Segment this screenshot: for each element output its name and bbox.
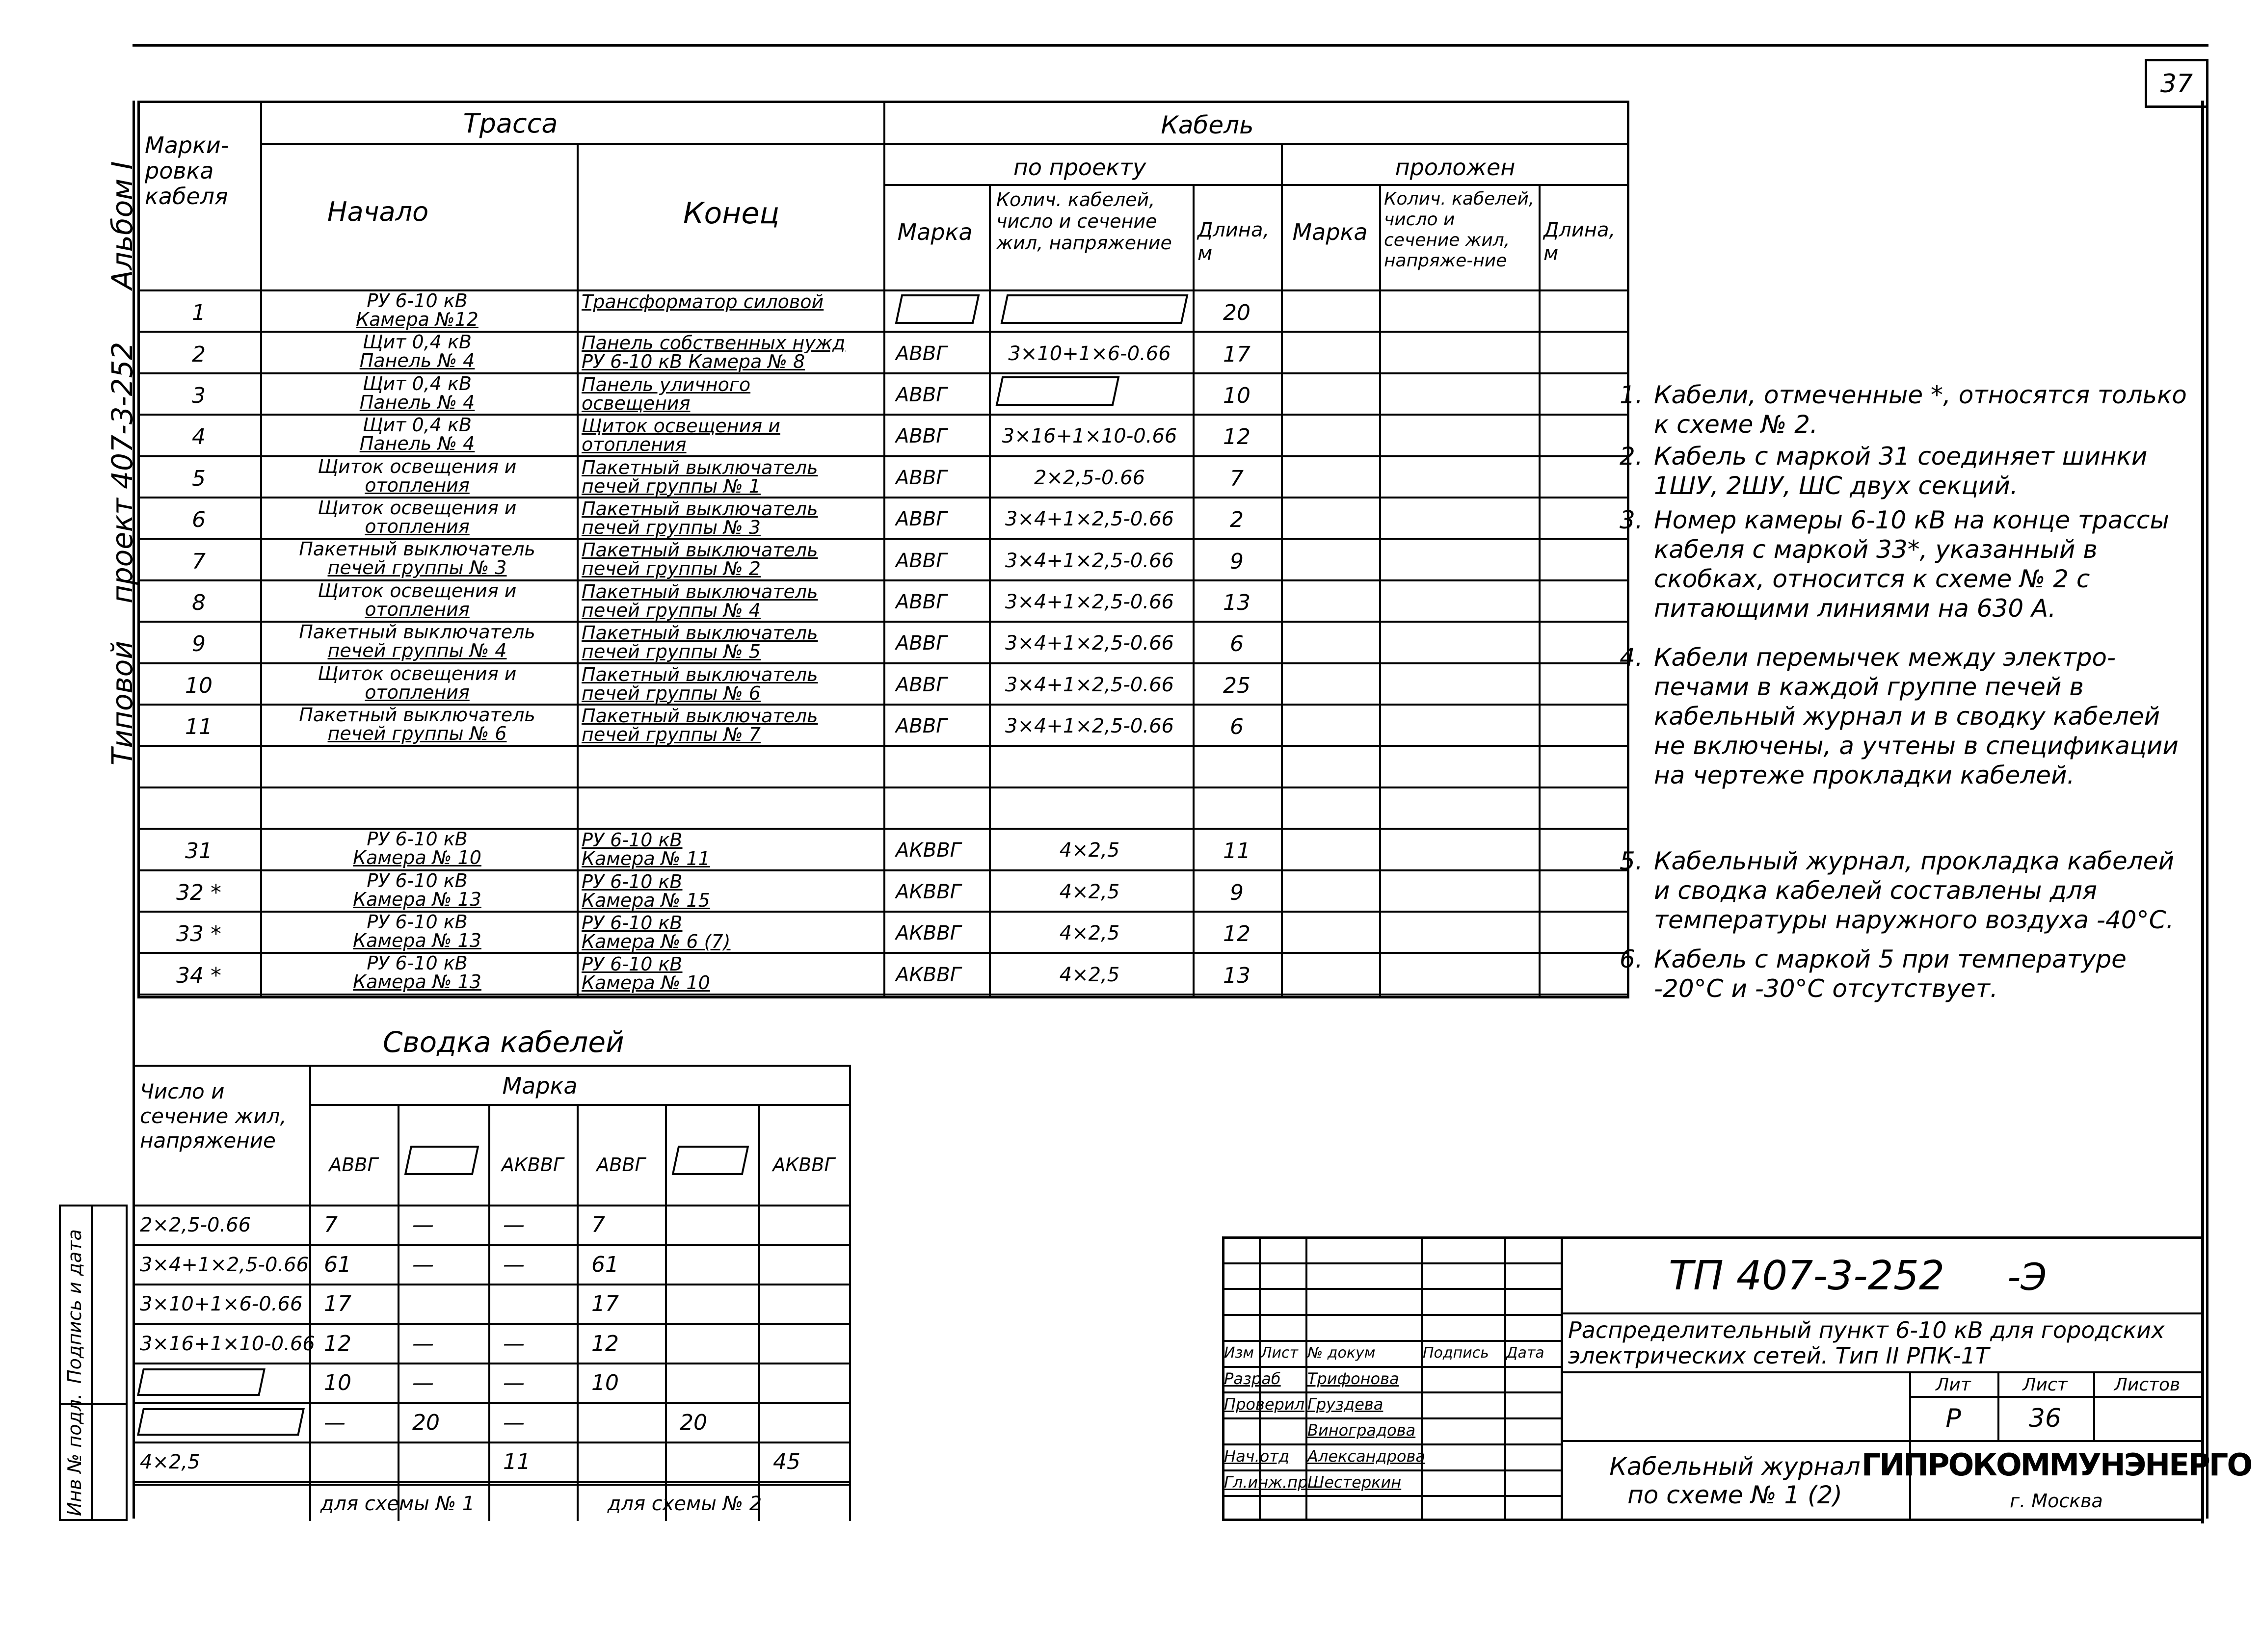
summary-blank-mark-box: [404, 1146, 479, 1175]
col-sep-8: [1539, 184, 1541, 998]
journal-row-length: 13: [1223, 963, 1250, 988]
journal-row-start-2: Панель № 4: [359, 350, 475, 372]
tb-suffix: -Э: [2007, 1255, 2047, 1299]
journal-row-end-1: Панель собственных нужд: [582, 332, 846, 354]
journal-row-line: [137, 828, 1629, 830]
journal-row-start-1: Щиток освещения и: [318, 455, 517, 477]
tb-row-line: [1222, 1262, 1561, 1264]
tb-code-sep: [1561, 1312, 2204, 1314]
journal-row-spec: 4×2,5: [1059, 922, 1120, 945]
summary-cell: —: [503, 1370, 525, 1395]
tb-col-line: [1421, 1236, 1423, 1521]
journal-row-mark: АВВГ: [896, 425, 947, 448]
tb-col-header: Лист: [1261, 1344, 1299, 1362]
journal-row-length: 25: [1223, 673, 1250, 698]
journal-row-number: 2: [192, 341, 206, 367]
journal-row-start-2: Камера №12: [356, 309, 479, 330]
journal-row-line: [137, 331, 1629, 333]
summary-col-line: [758, 1104, 760, 1521]
journal-row-end-2: печей группы № 7: [582, 724, 761, 745]
journal-row-end-2: печей группы № 4: [582, 599, 761, 621]
tb-name: Груздева: [1307, 1395, 1383, 1414]
journal-row-start-2: Камера № 13: [353, 971, 481, 993]
journal-row-number: 1: [192, 300, 206, 326]
summary-mark-header: АВВГ: [329, 1154, 378, 1176]
note-number: 1.: [1620, 381, 1643, 409]
summary-col-line: [488, 1104, 490, 1521]
journal-row-spec: 3×10+1×6-0.66: [1008, 342, 1171, 365]
journal-row-spec: 3×16+1×10-0.66: [1002, 425, 1177, 448]
tb-city: г. Москва: [2010, 1490, 2103, 1512]
journal-row-mark: АКВВГ: [896, 839, 961, 862]
summary-cell: —: [412, 1252, 434, 1277]
stamp-col-sep: [91, 1205, 93, 1521]
tb-name: Шестеркин: [1307, 1472, 1402, 1492]
journal-row-line: [137, 952, 1629, 954]
summary-blank-mark-box: [672, 1146, 749, 1175]
journal-row-start-1: РУ 6-10 кВ: [367, 952, 468, 974]
sum-hdr-mid: [309, 1104, 849, 1106]
summary-row-line: [133, 1244, 849, 1246]
journal-row-number: 3: [192, 383, 206, 408]
sum-col-0: [309, 1065, 311, 1521]
journal-row-end-1: РУ 6-10 кВ: [582, 870, 683, 892]
journal-row-spec: 3×4+1×2,5-0.66: [1005, 715, 1174, 738]
journal-row-spec: 3×4+1×2,5-0.66: [1005, 673, 1174, 696]
hdr-qty2: Колич. кабелей, число и сечение жил, напряже-ние: [1384, 189, 1535, 271]
journal-row-mark: АВВГ: [896, 673, 947, 696]
summary-cell: 7: [591, 1212, 605, 1237]
journal-row-end-1: РУ 6-10 кВ: [582, 829, 683, 851]
journal-row-start-1: Щит 0,4 кВ: [362, 414, 472, 436]
tb-doc-name: Кабельный журнал по схеме № 1 (2): [1609, 1452, 1861, 1509]
tb-name: Виноградова: [1307, 1421, 1416, 1440]
journal-row-length: 2: [1230, 507, 1244, 533]
summary-row-line: [133, 1284, 849, 1285]
journal-row-start-1: Щиток освещения и: [318, 579, 517, 602]
journal-row-number: 31: [185, 839, 213, 864]
journal-row-line: [137, 745, 1629, 747]
note-number: 5.: [1620, 847, 1643, 875]
summary-mark-header: АВВГ: [596, 1154, 645, 1176]
journal-row-start-2: печей группы № 4: [327, 640, 507, 662]
tb-col-line: [1504, 1236, 1506, 1521]
tb-name: Трифонова: [1307, 1369, 1399, 1388]
summary-cell: —: [503, 1212, 525, 1237]
journal-row-start-2: Камера № 10: [353, 847, 481, 869]
col-sep-7: [1379, 184, 1381, 998]
journal-row-end-2: печей группы № 5: [582, 641, 761, 663]
journal-row-length: 12: [1223, 921, 1250, 947]
top-rule: [133, 44, 2208, 47]
summary-row-label: 2×2,5-0.66: [140, 1214, 251, 1236]
journal-row-spec: 4×2,5: [1059, 880, 1120, 903]
tb-row-line: [1222, 1469, 1561, 1471]
journal-row-line: [137, 869, 1629, 871]
hdr-start: Начало: [327, 196, 429, 227]
tb-row-line: [1222, 1340, 1561, 1342]
journal-row-start-1: Пакетный выключатель: [299, 538, 535, 560]
tb-lit: Р: [1945, 1404, 1961, 1433]
journal-row-start-1: РУ 6-10 кВ: [367, 828, 468, 850]
note-item: [1620, 944, 2194, 1003]
project-type-label: Типовой: [106, 641, 139, 765]
cable-spec-blank-box: [996, 376, 1120, 406]
journal-row-start-2: Камера № 13: [353, 888, 481, 910]
col-sep-5: [1193, 184, 1195, 998]
journal-row-length: 11: [1223, 839, 1250, 864]
journal-row-end-1: Панель уличного: [582, 373, 751, 395]
journal-row-mark: АВВГ: [896, 632, 947, 655]
journal-row-spec: 3×4+1×2,5-0.66: [1005, 508, 1174, 531]
journal-row-end-2: Камера № 10: [582, 972, 710, 994]
journal-row-end-1: Пакетный выключатель: [582, 498, 818, 520]
journal-row-end-1: Пакетный выключатель: [582, 580, 818, 603]
tb-row-line: [1222, 1417, 1561, 1419]
summary-cell: —: [412, 1331, 434, 1356]
summary-footer-line: [133, 1484, 849, 1486]
tb-row-line: [1222, 1391, 1561, 1393]
journal-row-start-1: Щиток освещения и: [318, 662, 517, 684]
tb-role: Проверил: [1224, 1395, 1305, 1414]
journal-row-start-2: Панель № 4: [359, 391, 475, 413]
note-item: [1620, 846, 2194, 935]
note-number: 4.: [1620, 643, 1643, 672]
note-text: Номер камеры 6-10 кВ на конце трассы кабеля с маркой 33*, указанный в скобках, относится к схеме № 2 с питающими линиями на 630 А.: [1654, 506, 2169, 623]
journal-row-number: 9: [192, 631, 206, 657]
journal-row-end-1: Щиток освещения и: [582, 415, 780, 437]
journal-row-start-1: Щит 0,4 кВ: [362, 372, 472, 394]
summary-col-line: [577, 1104, 579, 1521]
album-label: Альбом I: [106, 161, 139, 289]
sum-footer-2: для схемы № 2: [607, 1493, 762, 1515]
journal-row-line: [137, 414, 1629, 416]
summary-row-label: 3×4+1×2,5-0.66: [140, 1253, 309, 1276]
summary-row-label: 3×16+1×10-0.66: [140, 1332, 315, 1355]
journal-row-spec: 2×2,5-0.66: [1034, 466, 1145, 489]
tb-row-line: [1222, 1495, 1561, 1497]
cable-type-blank-box: [895, 294, 980, 324]
tb-description: Распределительный пункт 6-10 кВ для городских электрических сетей. Тип II РПК-1Т: [1568, 1317, 2165, 1369]
journal-row-end-1: Пакетный выключатель: [582, 539, 818, 561]
stamp-inv: Инв № подл.: [64, 1393, 85, 1516]
summary-mark-header: АКВВГ: [772, 1154, 835, 1176]
tb-code: ТП 407-3-252: [1669, 1253, 1945, 1299]
hdr-length: Длина, м: [1197, 219, 1270, 265]
summary-cell: —: [503, 1252, 525, 1277]
summary-cell: 61: [591, 1252, 619, 1277]
journal-row-end-2: освещения: [582, 392, 691, 414]
journal-row-mark: АВВГ: [896, 384, 947, 406]
tb-sheet-label: Лист: [2022, 1375, 2068, 1395]
journal-row-spec: 4×2,5: [1059, 839, 1120, 862]
sum-footer-1: для схемы № 1: [320, 1493, 475, 1515]
journal-row-start-2: отопления: [365, 598, 470, 620]
summary-mark-header: АКВВГ: [501, 1154, 564, 1176]
journal-row-mark: АВВГ: [896, 591, 947, 613]
journal-row-end-2: Камера № 11: [582, 848, 710, 870]
sum-top: [133, 1065, 849, 1067]
journal-row-start-2: Камера № 13: [353, 930, 481, 951]
hdr-mark: Марка: [897, 219, 973, 245]
hdr-qty: Колич. кабелей, число и сечение жил, напряжение: [996, 189, 1172, 254]
journal-row-mark: АВВГ: [896, 466, 947, 489]
journal-row-end-2: Камера № 6 (7): [582, 931, 731, 952]
hdr-line-2: [883, 184, 1629, 186]
journal-row-start-1: РУ 6-10 кВ: [367, 290, 468, 312]
journal-row-mark: АКВВГ: [896, 880, 961, 903]
journal-row-number: 7: [192, 549, 206, 574]
tb-org: ГИПРОКОММУНЭНЕРГО: [1861, 1447, 2252, 1483]
note-text: Кабельный журнал, прокладка кабелей и сводка кабелей составлены для температуры наружного воздуха -40°С.: [1654, 847, 2174, 934]
journal-row-length: 7: [1230, 466, 1244, 491]
summary-title: Сводка кабелей: [383, 1025, 624, 1059]
journal-row-mark: АВВГ: [896, 508, 947, 531]
stamp-sign: Подпись и дата: [64, 1229, 85, 1384]
journal-row-end-1: Пакетный выключатель: [582, 622, 818, 644]
tb-col-header: Дата: [1506, 1344, 1544, 1362]
note-item: [1620, 442, 2194, 500]
tb-row-line: [1222, 1443, 1561, 1445]
journal-row-mark: АКВВГ: [896, 922, 961, 945]
col-sep-3: [883, 101, 885, 998]
journal-row-mark: АВВГ: [896, 342, 947, 365]
hdr-route: Трасса: [463, 108, 558, 139]
journal-row-length: 6: [1230, 714, 1244, 740]
sum-right: [849, 1065, 851, 1521]
sum-hdr-bot: [133, 1205, 849, 1206]
summary-cell: 10: [324, 1370, 351, 1395]
journal-row-end-2: печей группы № 6: [582, 682, 761, 704]
tb-role: Нач.отд: [1224, 1446, 1290, 1466]
journal-row-end-1: Трансформатор силовой: [582, 291, 824, 313]
summary-cell: —: [324, 1410, 346, 1435]
journal-row-mark: АВВГ: [896, 549, 947, 572]
journal-row-start-2: отопления: [365, 681, 470, 703]
summary-row-line: [133, 1481, 849, 1483]
journal-row-length: 9: [1230, 880, 1244, 905]
journal-row-start-2: печей группы № 6: [327, 723, 507, 744]
journal-row-length: 17: [1223, 341, 1250, 367]
summary-row-line: [133, 1442, 849, 1443]
journal-row-mark: АВВГ: [896, 715, 947, 738]
journal-row-number: 6: [192, 507, 206, 533]
journal-row-spec: 3×4+1×2,5-0.66: [1005, 632, 1174, 655]
journal-row-start-2: отопления: [365, 474, 470, 496]
tb-name: Александрова: [1307, 1446, 1425, 1466]
col-sep-1: [260, 101, 262, 998]
tb-lit-sep1: [1997, 1371, 1999, 1440]
summary-row-line: [133, 1402, 849, 1404]
journal-row-start-1: Пакетный выключатель: [299, 621, 535, 643]
journal-row-end-1: РУ 6-10 кВ: [582, 953, 683, 975]
journal-row-number: 34 *: [176, 963, 221, 988]
tb-right-sep: [1909, 1371, 1911, 1521]
summary-cell: —: [412, 1370, 434, 1395]
journal-row-number: 32 *: [176, 880, 221, 905]
summary-cell: —: [503, 1410, 525, 1435]
journal-row-start-2: отопления: [365, 516, 470, 537]
journal-row-end-1: Пакетный выключатель: [582, 663, 818, 685]
journal-row-end-2: печей группы № 1: [582, 475, 761, 497]
cable-spec-blank-box: [1001, 294, 1189, 324]
tb-lit-hdr: [1909, 1396, 2204, 1398]
note-item: [1620, 505, 2194, 623]
journal-row-end-1: Пакетный выключатель: [582, 456, 818, 478]
summary-cell: —: [503, 1331, 525, 1356]
tb-col-header: Изм: [1224, 1344, 1254, 1362]
project-number-label: проект 407-3-252: [106, 341, 139, 603]
journal-row-spec: 3×4+1×2,5-0.66: [1005, 591, 1174, 613]
summary-cell: 45: [773, 1449, 800, 1474]
journal-row-number: 33 *: [176, 921, 221, 947]
tb-lit-sep2: [2093, 1371, 2095, 1440]
note-item: [1620, 380, 2194, 439]
journal-row-length: 10: [1223, 383, 1250, 408]
hdr-line-1: [260, 143, 1629, 145]
journal-row-start-1: Щит 0,4 кВ: [362, 331, 472, 353]
summary-row-line: [133, 1323, 849, 1325]
summary-row-line: [133, 1363, 849, 1364]
journal-row-end-2: печей группы № 2: [582, 558, 761, 580]
journal-row-length: 9: [1230, 549, 1244, 574]
journal-row-line: [137, 994, 1629, 996]
journal-row-number: 10: [185, 673, 213, 698]
note-text: Кабели, отмеченные *, относятся только к схеме № 2.: [1654, 381, 2187, 439]
summary-cell: 12: [591, 1331, 619, 1356]
summary-cell: 61: [324, 1252, 351, 1277]
journal-row-end-2: печей группы № 3: [582, 517, 761, 538]
sheet-number: 37: [2160, 69, 2193, 99]
hdr-cable: Кабель: [1161, 111, 1254, 139]
tb-sheet: 36: [2028, 1404, 2062, 1433]
tb-left-sep: [1561, 1236, 1563, 1521]
tb-role: Разраб: [1224, 1369, 1281, 1388]
summary-row-label: 4×2,5: [140, 1451, 200, 1473]
sum-hdr-left: Число и сечение жил, напряжение: [140, 1079, 287, 1153]
journal-row-end-2: отопления: [582, 434, 687, 456]
journal-row-line: [137, 911, 1629, 913]
tb-row-line: [1222, 1314, 1561, 1316]
summary-cell: 10: [591, 1370, 619, 1395]
summary-col-line: [398, 1104, 399, 1521]
hdr-marking: Марки-ровка кабеля: [145, 132, 229, 210]
summary-cell: 12: [324, 1331, 351, 1356]
journal-row-number: 11: [185, 714, 213, 740]
tb-role: Гл.инж.пр: [1224, 1472, 1308, 1492]
summary-cell: 20: [412, 1410, 440, 1435]
note-text: Кабели перемычек между электро-печами в каждой группе печей в кабельный журнал и в сводку кабелей не включены, а учтены в спецификации на чертеже прокладки кабелей.: [1654, 643, 2179, 789]
summary-row-label: 3×10+1×6-0.66: [140, 1293, 303, 1315]
hdr-by-project: по проекту: [1013, 154, 1146, 181]
summary-cell: —: [412, 1212, 434, 1237]
summary-blank-spec-box: [137, 1408, 305, 1436]
journal-row-spec: 4×2,5: [1059, 963, 1120, 986]
summary-cell: 7: [324, 1212, 338, 1237]
note-number: 2.: [1620, 442, 1643, 471]
note-number: 6.: [1620, 945, 1643, 973]
hdr-laid: проложен: [1395, 154, 1516, 181]
note-text: Кабель с маркой 5 при температуре -20°С и -30°С отсутствует.: [1654, 945, 2127, 1003]
journal-row-length: 13: [1223, 590, 1250, 615]
journal-row-start-1: РУ 6-10 кВ: [367, 869, 468, 892]
tb-lit-label: Лит: [1936, 1375, 1971, 1395]
hdr-mark2: Марка: [1292, 219, 1368, 245]
summary-cell: 20: [680, 1410, 707, 1435]
journal-row-end-1: Пакетный выключатель: [582, 705, 818, 727]
summary-cell: 17: [324, 1291, 351, 1316]
hdr-length2: Длина, м: [1543, 219, 1616, 265]
tb-col-header: № докум: [1307, 1344, 1376, 1362]
journal-row-number: 8: [192, 590, 206, 615]
summary-cell: 11: [503, 1449, 531, 1474]
journal-row-end-1: РУ 6-10 кВ: [582, 912, 683, 934]
journal-row-number: 5: [192, 466, 206, 491]
journal-row-line: [137, 372, 1629, 374]
journal-row-start-1: Щиток освещения и: [318, 497, 517, 519]
note-item: [1620, 643, 2194, 790]
journal-row-end-2: РУ 6-10 кВ Камера № 8: [582, 351, 805, 373]
tb-sheets-label: Листов: [2114, 1375, 2181, 1395]
journal-row-line: [137, 787, 1629, 788]
summary-cell: 17: [591, 1291, 619, 1316]
note-number: 3.: [1620, 506, 1643, 534]
sum-hdr-mark: Марка: [502, 1073, 578, 1099]
summary-col-line: [665, 1104, 667, 1521]
journal-row-end-2: Камера № 15: [582, 889, 710, 911]
note-text: Кабель с маркой 31 соединяет шинки 1ШУ, 2ШУ, ШС двух секций.: [1654, 442, 2148, 500]
journal-row-start-1: РУ 6-10 кВ: [367, 911, 468, 933]
tb-row-line: [1222, 1366, 1561, 1368]
journal-row-length: 6: [1230, 631, 1244, 657]
tb-row-line: [1222, 1288, 1561, 1290]
tb-col-header: Подпись: [1423, 1344, 1489, 1362]
journal-row-start-1: Пакетный выключатель: [299, 704, 535, 726]
tb-desc-sep: [1561, 1371, 2204, 1373]
summary-blank-spec-box: [137, 1368, 266, 1396]
hdr-end: Конец: [683, 196, 780, 231]
journal-row-length: 20: [1223, 300, 1250, 326]
journal-row-number: 4: [192, 424, 206, 450]
journal-row-start-2: печей группы № 3: [327, 557, 507, 579]
tb-mid-sep: [1561, 1440, 2204, 1442]
journal-row-start-2: Панель № 4: [359, 433, 475, 455]
journal-row-spec: 3×4+1×2,5-0.66: [1005, 549, 1174, 572]
journal-row-length: 12: [1223, 424, 1250, 450]
journal-row-mark: АКВВГ: [896, 963, 961, 986]
col-sep-4: [989, 184, 991, 998]
